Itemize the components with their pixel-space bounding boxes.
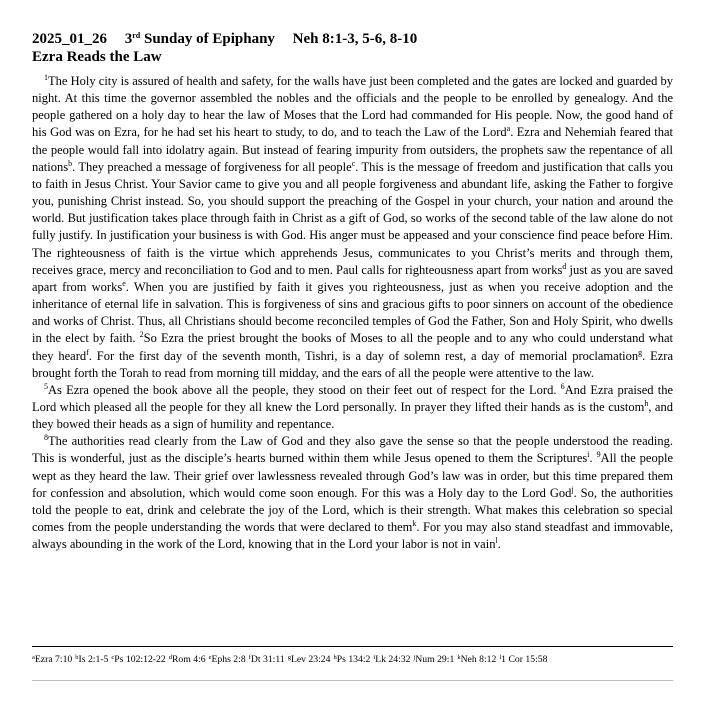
footnote-reference-mark: f [248, 654, 251, 661]
footnote-reference-text: Is 2:1-5 [78, 654, 109, 665]
paragraph-text: . When you are justified by faith it gives you righteousness, just as when you receive adoption and the inheritance of eternal life in salvation. This is forgiveness of sins and gracious gifts to poor sinners on account of the obedience and works of Christ. Thus, all Christians should become reconciled temples of God the Father, Son and Holy Spirit, who dwells in the elect by faith. [32, 279, 673, 346]
footnote-reference [209, 654, 246, 665]
footnote-marker: l [495, 536, 498, 546]
footnote-reference-mark: c [111, 654, 115, 661]
footnote-reference-text: 1 Cor 15:58 [501, 654, 548, 665]
header-line [32, 30, 417, 48]
paragraph-text: The authorities read clearly from the Law of God and they also gave the sense so that the people understood the reading. This is wonderful, just as the disciple’s hearts burned within them while Jesus opened to them the Scriptures [32, 434, 673, 466]
liturgical-day [125, 30, 275, 48]
paragraph-text: So Ezra the priest brought the books of Moses to all the people and to any who could understand what they heard [32, 331, 673, 363]
paragraph-text: . [589, 451, 597, 466]
footnote-reference-text: Lk 24:32 [375, 654, 411, 665]
sermon-paragraph [32, 73, 673, 382]
footnote-marker: f [86, 347, 89, 357]
footnote-reference-text: Neh 8:12 [460, 654, 497, 665]
footnote-reference [334, 654, 371, 665]
footnote-marker: g [638, 347, 643, 357]
footnote-reference-mark: b [75, 654, 79, 661]
footnote-reference [373, 654, 410, 665]
day-suffix: rd [132, 31, 141, 40]
footnote-marker: a [506, 124, 511, 134]
day-name: Sunday of Epiphany [144, 31, 275, 47]
verse-number: 8 [44, 433, 48, 443]
footnote-reference-mark: e [208, 654, 212, 661]
verse-number: 9 [596, 450, 601, 460]
footnote-marker: e [122, 278, 126, 288]
verse-number: 1 [44, 73, 48, 82]
page-bottom-rule [32, 680, 673, 681]
footnote-reference [169, 654, 206, 665]
footnote-reference-mark: g [287, 654, 291, 661]
paragraph-text: And Ezra praised the Lord which pleased all the people for they all knew the Lord personally. In prayer they lifted their hands as is the custom [32, 382, 673, 414]
sermon-date: 2025_01_26 [32, 31, 107, 47]
footnote-reference-text: Dt 31:11 [250, 654, 285, 665]
paragraph-text: As Ezra opened the book above all the people, they stood on their feet out of respect for the Lord. [48, 382, 561, 397]
sermon-paragraph [32, 433, 673, 553]
scripture-reference: Neh 8:1-3, 5-6, 8-10 [292, 31, 418, 47]
footnote-marker: c [351, 158, 356, 168]
paragraph-text: . For you may also stand steadfast and immovable, always abounding in the work of the Lord, knowing that in the Lord your labor is not in vain [32, 520, 673, 552]
footnote-reference-text: Ephs 2:8 [211, 654, 246, 665]
footnote-reference [32, 654, 72, 665]
footnote-reference-text: Num 29:1 [415, 654, 455, 665]
footnote-marker: d [562, 261, 567, 271]
footnote-reference-mark: j [413, 654, 416, 661]
paragraph-text: just as you are saved apart from works [32, 262, 673, 294]
footnote-reference-mark: i [373, 654, 376, 661]
paragraph-text: , and they bowed their heads as a sign of humility and repentance. [32, 399, 673, 432]
sermon-paragraph [32, 382, 673, 433]
footnote-reference-mark: k [457, 654, 461, 661]
footnote-reference-text: Ps 102:12-22 [114, 654, 166, 665]
footnote-reference-mark: a [32, 654, 35, 661]
paragraph-text: . They preached a message of forgiveness for all people [72, 159, 352, 174]
footnote-reference [249, 654, 285, 665]
footnote-references [32, 654, 677, 666]
sermon-body [32, 73, 673, 553]
footnote-marker: k [412, 519, 417, 529]
footnote-marker: h [644, 398, 649, 408]
paragraph-text: The Holy city is assured of health and safety, for the walls have just been completed and the gates are locked and guarded by night. At this time the governor assembled the nobles and the officials and the people to be enrolled by genealogy. And the people gathered on a holy day to hear the law of Moses that the Lord had commanded for His people. Now, the good hand of his God was on Ezra, for he had set his heart to study, to do, and to teach the Law of the Lord [32, 74, 673, 140]
footnote-marker: i [587, 450, 590, 460]
footnote-reference [75, 654, 108, 665]
footnote-reference [288, 654, 331, 665]
footnote-reference [413, 654, 454, 665]
footnote-divider [32, 646, 673, 647]
footnote-marker: b [68, 158, 73, 168]
footnote-reference [111, 654, 165, 665]
footnote-marker: j [571, 484, 574, 494]
footnote-reference [499, 654, 547, 665]
paragraph-text: . [497, 537, 501, 552]
day-number: 3 [124, 31, 133, 47]
footnote-reference-mark: d [168, 654, 172, 661]
footnote-reference-mark: h [333, 654, 337, 661]
paragraph-text: . This is the message of freedom and justification that calls you to faith in Jesus Christ. Your Savior came to give you and all people forgiveness and abundant life, asking the Father to forgive you, punishing Christ instead. So, you should support the preaching of the Gospel in your church, your nation and around the world. But justification takes place through faith in Christ as a gift of God, so works of the second table of the law alone do not fully justify. In justification your business is with God. His anger must be appeased and your conscience find peace before Him. The righteousness of faith is the virtue which apprehends Jesus, communicates to you Christ’s merits and through them, receives grace, mercy and reconciliation to God and to men. Paul calls for righteousness apart from works [32, 159, 673, 277]
document-title: Ezra Reads the Law [32, 49, 162, 65]
verse-number: 5 [44, 381, 48, 391]
paragraph-text: . For the first day of the seventh month, Tishri, is a day of solemn rest, a day of memorial proclamation [88, 348, 639, 363]
footnote-reference [457, 654, 496, 665]
footnote-reference-text: Ezra 7:10 [34, 654, 73, 665]
paragraph-text: . So, the authorities told the people to eat, drink and celebrate the joy of the Lord, which is their strength. What makes this celebration so special comes from the people understanding the words that were declared to them [32, 485, 673, 535]
footnote-reference-text: Ps 134:2 [336, 654, 371, 665]
footnote-reference-text: Lev 23:24 [290, 654, 331, 665]
footnote-reference-text: Rom 4:6 [171, 654, 206, 665]
footnote-reference-mark: l [499, 654, 502, 661]
verse-number: 6 [560, 381, 565, 391]
paragraph-text: All the people wept as they heard the law. Their grief over lawlessness revealed through God’s law was in order, but this time prepared them for confession and absolution, which would come soon enough. For this was a Holy day to the Lord God [32, 451, 673, 500]
paragraph-text: . Ezra and Nehemiah feared that the people would fall into idolatry again. But instead of fearing impurity from outsiders, the prophets saw the repentance of all nations [32, 125, 673, 174]
verse-number: 2 [139, 330, 144, 340]
paragraph-text: . Ezra brought forth the Torah to read from morning till midday, and the ears of all the people were attentive to the law. [32, 348, 674, 380]
